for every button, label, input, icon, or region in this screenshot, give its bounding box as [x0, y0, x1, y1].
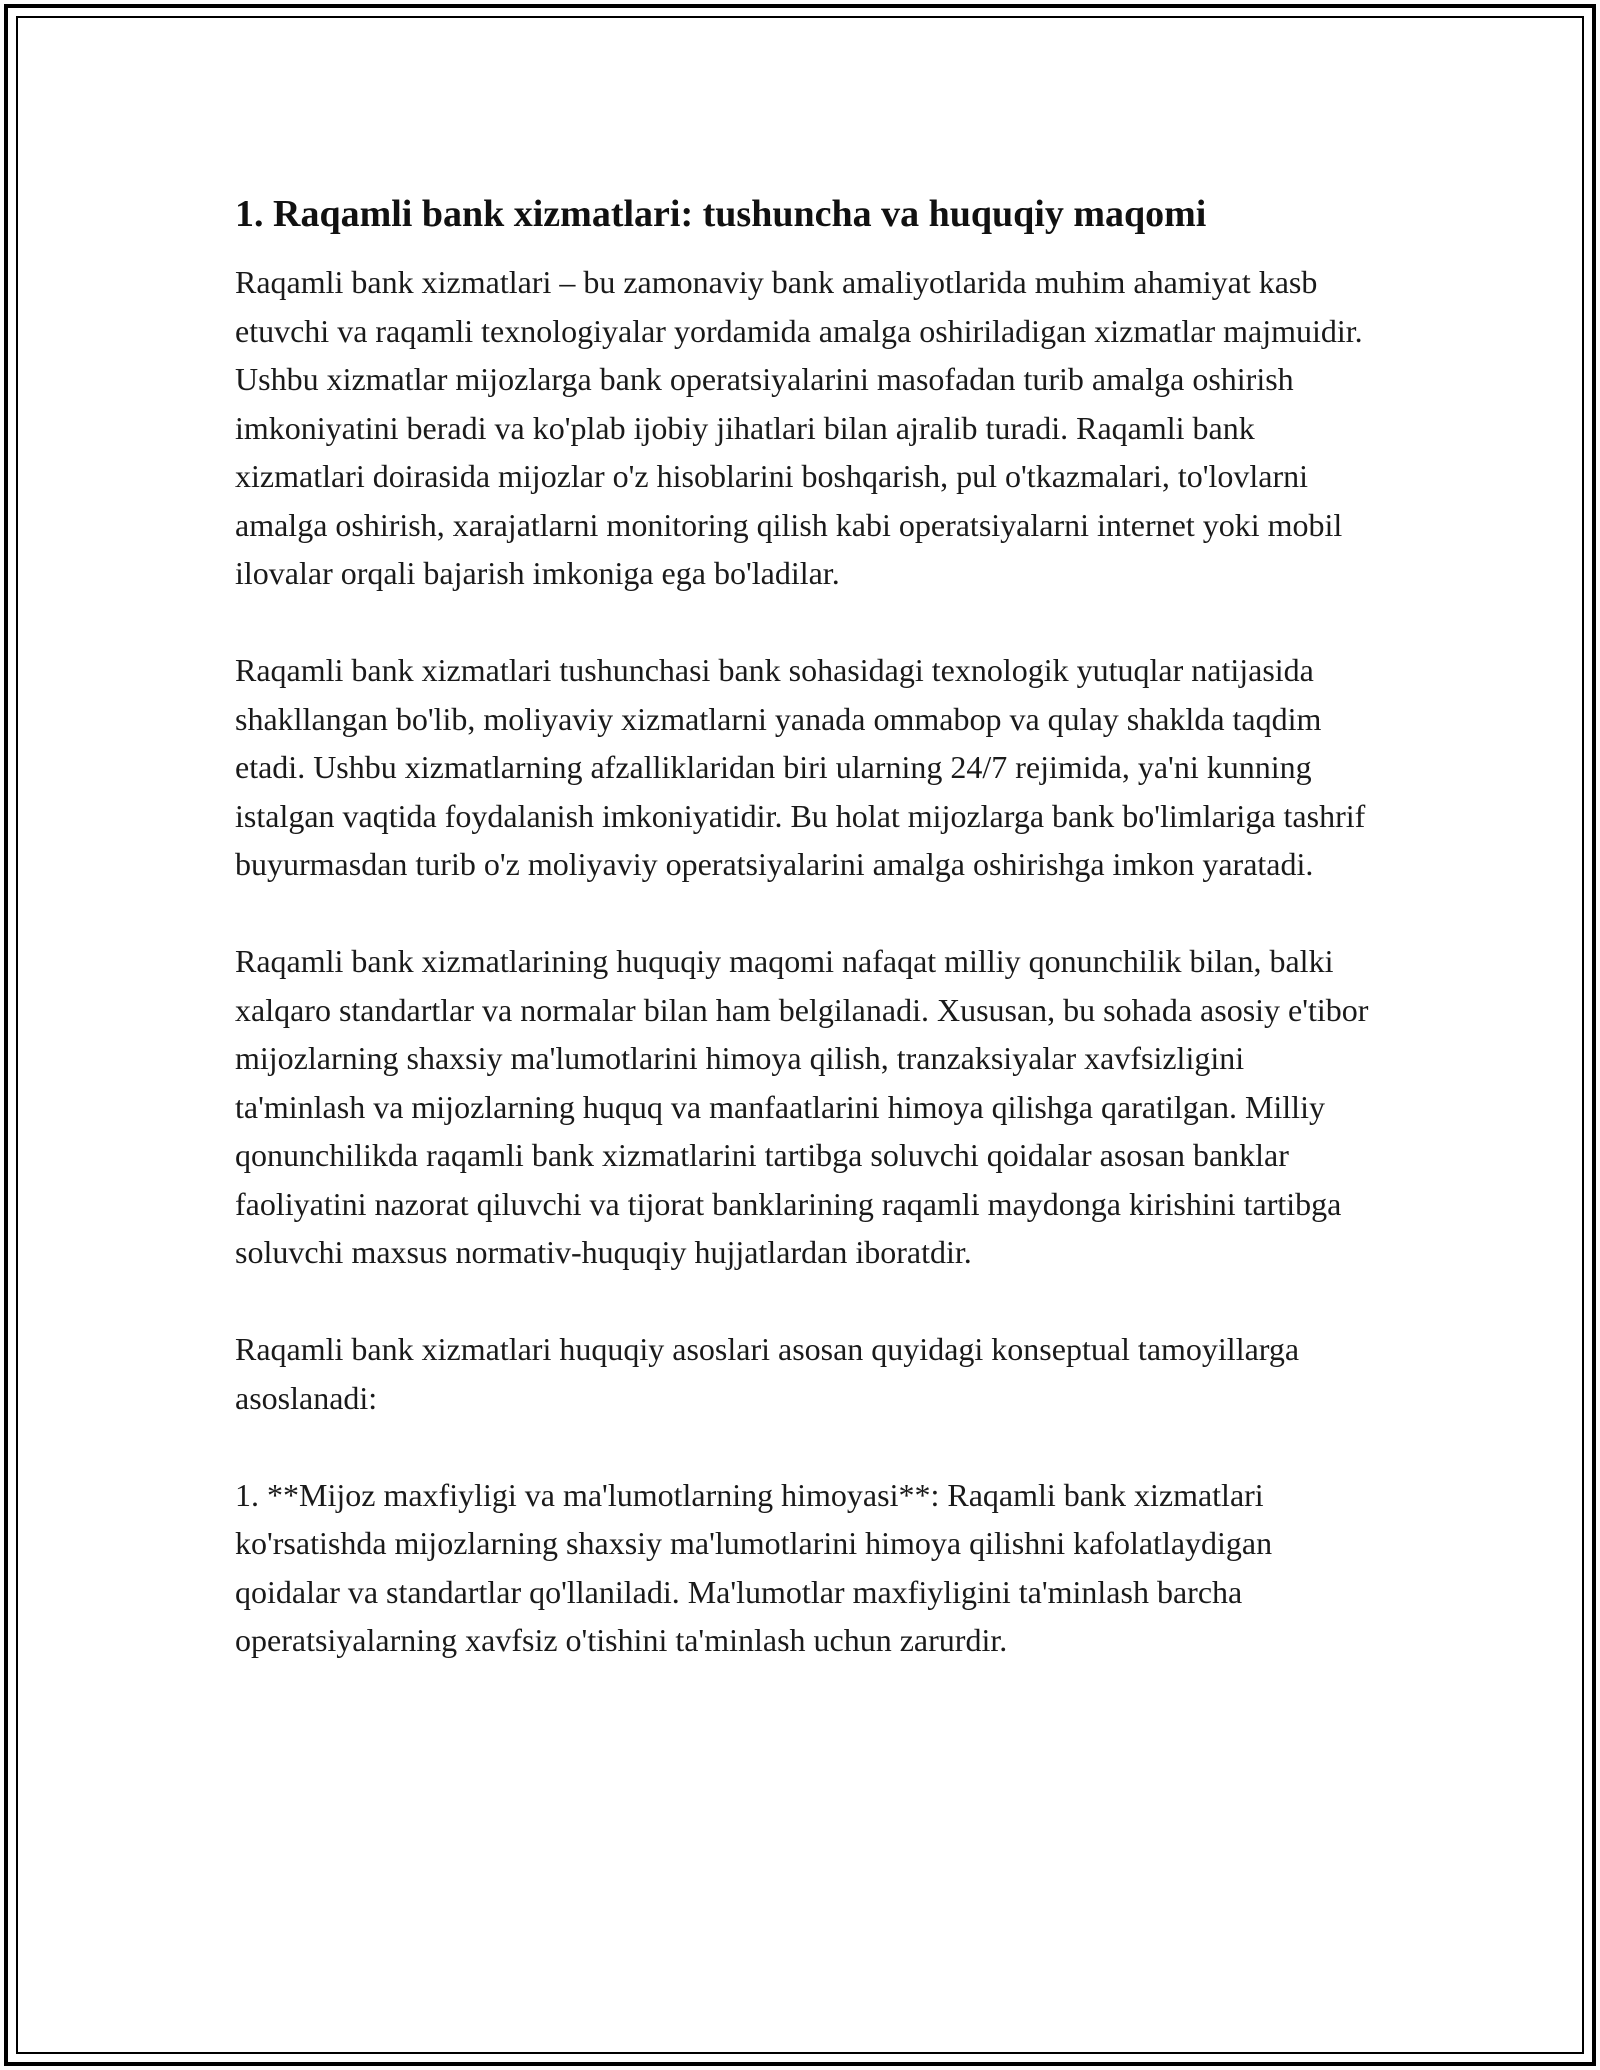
- document-body: [235, 188, 1375, 1665]
- paragraph-4: Raqamli bank xizmatlari huquqiy asoslari asosan quyidagi konseptual tamoyillarga asoslanadi:: [235, 1331, 1300, 1416]
- section-heading: 1. Raqamli bank xizmatlari: tushuncha va huquqiy maqomi: [235, 193, 1207, 235]
- paragraph-2: Raqamli bank xizmatlari tushunchasi bank sohasidagi texnologik yutuqlar natijasida shakllangan bo'lib, moliyaviy xizmatlarni yanada ommabop va qulay shaklda taqdim etadi. Ushbu xizmatlarning afzalliklaridan biri ularning 24/7 rejimida, ya'ni kunning istalgan vaqtida foydalanish imkoniyatidir. Bu holat mijozlarga bank bo'limlariga tashrif buyurmasdan turib o'z moliyaviy operatsiyalarini amalga oshirishga imkon yaratadi.: [235, 652, 1366, 882]
- paragraph-3: Raqamli bank xizmatlarining huquqiy maqomi nafaqat milliy qonunchilik bilan, balki xalqaro standartlar va normalar bilan ham belgilanadi. Xususan, bu sohada asosiy e'tibor mijozlarning shaxsiy ma'lumotlarini himoya qilish, tranzaksiyalar xavfsizligini ta'minlash va mijozlarning huquq va manfaatlarini himoya qilishga qaratilgan. Milliy qonunchilikda raqamli bank xizmatlarini tartibga soluvchi qoidalar asosan banklar faoliyatini nazorat qiluvchi va tijorat banklarining raqamli maydonga kirishini tartibga soluvchi maxsus normativ-huquqiy hujjatlardan iboratdir.: [235, 943, 1369, 1270]
- list-item-1: 1. **Mijoz maxfiyligi va ma'lumotlarning himoyasi**: Raqamli bank xizmatlari ko'rsatishda mijozlarning shaxsiy ma'lumotlarini himoya qilishni kafolatlaydigan qoidalar va standartlar qo'llaniladi. Ma'lumotlar maxfiyligini ta'minlash barcha operatsiyalarning xavfsiz o'tishini ta'minlash uchun zarurdir.: [235, 1476, 1273, 1658]
- paragraph-1: Raqamli bank xizmatlari – bu zamonaviy bank amaliyotlarida muhim ahamiyat kasb etuvchi va raqamli texnologiyalar yordamida amalga oshiriladigan xizmatlar majmuidir. Ushbu xizmatlar mijozlarga bank operatsiyalarini masofadan turib amalga oshirish imkoniyatini beradi va ko'plab ijobiy jihatlari bilan ajralib turadi. Raqamli bank xizmatlari doirasida mijozlar o'z hisoblarini boshqarish, pul o'tkazmalari, to'lovlarni amalga oshirish, xarajatlarni monitoring qilish kabi operatsiyalarni internet yoki mobil ilovalar orqali bajarish imkoniga ega bo'ladilar.: [235, 264, 1363, 591]
